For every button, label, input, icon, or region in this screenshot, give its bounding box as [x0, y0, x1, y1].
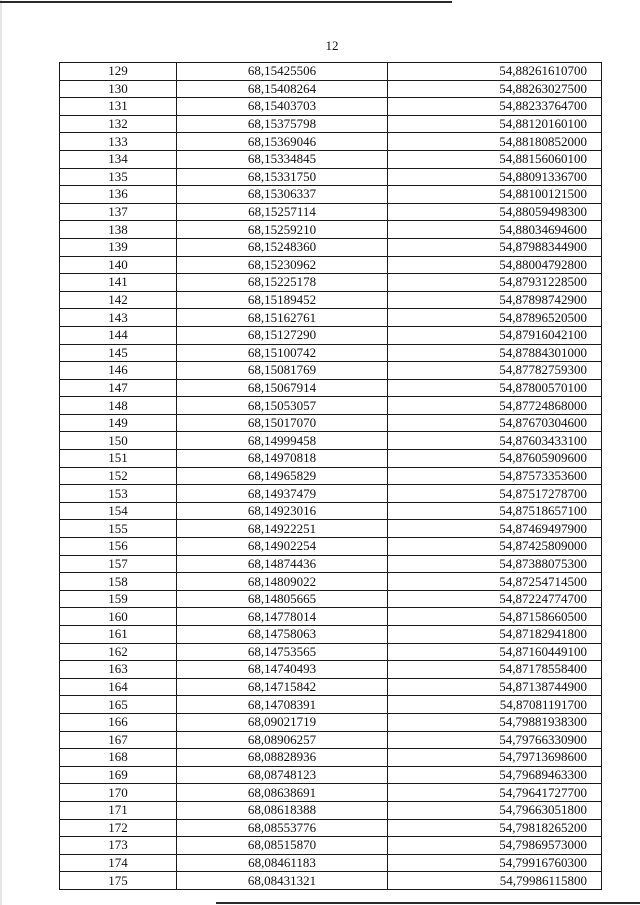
coordinate-x-cell: 68,15334845 — [177, 150, 388, 168]
table-row — [60, 590, 602, 608]
coordinate-y-cell: 54,79689463300 — [388, 766, 602, 784]
table-row — [60, 538, 602, 556]
coordinate-y-cell: 54,87254714500 — [388, 573, 602, 591]
coordinate-y-cell: 54,79881938300 — [388, 713, 602, 731]
coordinate-x-cell: 68,08828936 — [177, 749, 388, 767]
coordinate-x-cell: 68,15100742 — [177, 344, 388, 362]
coordinate-y-cell: 54,88059498300 — [388, 203, 602, 221]
point-number-cell: 171 — [60, 801, 177, 819]
coordinate-x-cell: 68,14708391 — [177, 696, 388, 714]
coordinate-x-cell: 68,15230962 — [177, 256, 388, 274]
table-row — [60, 485, 602, 503]
coordinate-y-cell: 54,79641727700 — [388, 784, 602, 802]
table-row — [60, 555, 602, 573]
coordinate-y-cell: 54,87916042100 — [388, 326, 602, 344]
point-number-cell: 146 — [60, 362, 177, 380]
point-number-cell: 137 — [60, 203, 177, 221]
table-row — [60, 326, 602, 344]
coordinate-y-cell: 54,87158660500 — [388, 608, 602, 626]
table-row — [60, 291, 602, 309]
coordinate-x-cell: 68,15408264 — [177, 80, 388, 98]
coordinate-x-cell: 68,14753565 — [177, 643, 388, 661]
coordinate-y-cell: 54,88034694600 — [388, 221, 602, 239]
table-row — [60, 379, 602, 397]
coordinates-table — [59, 62, 602, 890]
coordinate-x-cell: 68,14937479 — [177, 485, 388, 503]
table-row — [60, 678, 602, 696]
coordinate-x-cell: 68,14923016 — [177, 502, 388, 520]
table-row — [60, 467, 602, 485]
point-number-cell: 166 — [60, 713, 177, 731]
point-number-cell: 145 — [60, 344, 177, 362]
coordinate-y-cell: 54,87603433100 — [388, 432, 602, 450]
point-number-cell: 150 — [60, 432, 177, 450]
coordinate-x-cell: 68,15225178 — [177, 274, 388, 292]
coordinate-y-cell: 54,87898742900 — [388, 291, 602, 309]
table-row — [60, 238, 602, 256]
coordinate-y-cell: 54,87670304600 — [388, 414, 602, 432]
table-row — [60, 713, 602, 731]
point-number-cell: 138 — [60, 221, 177, 239]
table-row — [60, 98, 602, 116]
point-number-cell: 139 — [60, 238, 177, 256]
point-number-cell: 165 — [60, 696, 177, 714]
page-number: 12 — [325, 38, 339, 53]
coordinate-y-cell: 54,87517278700 — [388, 485, 602, 503]
coordinate-x-cell: 68,15162761 — [177, 309, 388, 327]
coordinate-y-cell: 54,88004792800 — [388, 256, 602, 274]
coordinate-y-cell: 54,87388075300 — [388, 555, 602, 573]
table-row — [60, 766, 602, 784]
point-number-cell: 163 — [60, 661, 177, 679]
coordinate-y-cell: 54,87469497900 — [388, 520, 602, 538]
point-number-cell: 154 — [60, 502, 177, 520]
point-number-cell: 159 — [60, 590, 177, 608]
table-row — [60, 643, 602, 661]
coordinate-y-cell: 54,87138744900 — [388, 678, 602, 696]
coordinate-x-cell: 68,14874436 — [177, 555, 388, 573]
coordinate-x-cell: 68,15259210 — [177, 221, 388, 239]
scan-line-top — [0, 1, 452, 3]
table-row — [60, 608, 602, 626]
coordinate-y-cell: 54,88263027500 — [388, 80, 602, 98]
coordinate-y-cell: 54,79986115800 — [388, 872, 602, 890]
scan-line-bottom — [216, 902, 640, 904]
table-row — [60, 414, 602, 432]
coordinate-y-cell: 54,87081191700 — [388, 696, 602, 714]
point-number-cell: 141 — [60, 274, 177, 292]
coordinate-x-cell: 68,15189452 — [177, 291, 388, 309]
coordinate-x-cell: 68,09021719 — [177, 713, 388, 731]
coordinate-y-cell: 54,79766330900 — [388, 731, 602, 749]
coordinate-x-cell: 68,08906257 — [177, 731, 388, 749]
coordinate-x-cell: 68,14999458 — [177, 432, 388, 450]
table-row — [60, 854, 602, 872]
point-number-cell: 129 — [60, 63, 177, 81]
table-row — [60, 80, 602, 98]
point-number-cell: 156 — [60, 538, 177, 556]
table-row — [60, 573, 602, 591]
coordinate-x-cell: 68,14970818 — [177, 450, 388, 468]
coordinate-y-cell: 54,88100121500 — [388, 186, 602, 204]
coordinate-x-cell: 68,14922251 — [177, 520, 388, 538]
point-number-cell: 175 — [60, 872, 177, 890]
coordinate-y-cell: 54,87724868000 — [388, 397, 602, 415]
table-row — [60, 256, 602, 274]
coordinate-x-cell: 68,15375798 — [177, 115, 388, 133]
coordinate-y-cell: 54,79663051800 — [388, 801, 602, 819]
coordinate-x-cell: 68,15127290 — [177, 326, 388, 344]
point-number-cell: 168 — [60, 749, 177, 767]
table-row — [60, 115, 602, 133]
coordinate-x-cell: 68,15017070 — [177, 414, 388, 432]
coordinate-x-cell: 68,15425506 — [177, 63, 388, 81]
coordinate-x-cell: 68,14758063 — [177, 626, 388, 644]
table-row — [60, 872, 602, 890]
point-number-cell: 149 — [60, 414, 177, 432]
scan-edge-left — [0, 0, 2, 905]
coordinate-y-cell: 54,88261610700 — [388, 63, 602, 81]
point-number-cell: 153 — [60, 485, 177, 503]
coordinate-y-cell: 54,87425809000 — [388, 538, 602, 556]
table-row — [60, 150, 602, 168]
coordinate-y-cell: 54,88156060100 — [388, 150, 602, 168]
coordinate-y-cell: 54,88120160100 — [388, 115, 602, 133]
table-row — [60, 520, 602, 538]
coordinate-x-cell: 68,14809022 — [177, 573, 388, 591]
point-number-cell: 162 — [60, 643, 177, 661]
table-row — [60, 309, 602, 327]
point-number-cell: 172 — [60, 819, 177, 837]
coordinate-x-cell: 68,14805665 — [177, 590, 388, 608]
table-row — [60, 186, 602, 204]
point-number-cell: 130 — [60, 80, 177, 98]
coordinate-y-cell: 54,88233764700 — [388, 98, 602, 116]
coordinate-x-cell: 68,14778014 — [177, 608, 388, 626]
coordinate-y-cell: 54,87884301000 — [388, 344, 602, 362]
point-number-cell: 170 — [60, 784, 177, 802]
table-row — [60, 837, 602, 855]
coordinate-y-cell: 54,79818265200 — [388, 819, 602, 837]
coordinate-y-cell: 54,88091336700 — [388, 168, 602, 186]
table-row — [60, 397, 602, 415]
point-number-cell: 134 — [60, 150, 177, 168]
point-number-cell: 148 — [60, 397, 177, 415]
coordinate-y-cell: 54,79713698600 — [388, 749, 602, 767]
coordinate-x-cell: 68,08638691 — [177, 784, 388, 802]
coordinate-x-cell: 68,15369046 — [177, 133, 388, 151]
table-row — [60, 502, 602, 520]
point-number-cell: 174 — [60, 854, 177, 872]
table-row — [60, 819, 602, 837]
coordinate-y-cell: 54,87518657100 — [388, 502, 602, 520]
coordinate-y-cell: 54,87931228500 — [388, 274, 602, 292]
coordinate-x-cell: 68,08461183 — [177, 854, 388, 872]
coordinate-y-cell: 54,87782759300 — [388, 362, 602, 380]
coordinate-y-cell: 54,87896520500 — [388, 309, 602, 327]
point-number-cell: 158 — [60, 573, 177, 591]
table-row — [60, 731, 602, 749]
point-number-cell: 140 — [60, 256, 177, 274]
point-number-cell: 151 — [60, 450, 177, 468]
coordinate-y-cell: 54,87605909600 — [388, 450, 602, 468]
coordinate-x-cell: 68,15403703 — [177, 98, 388, 116]
coordinate-y-cell: 54,87224774700 — [388, 590, 602, 608]
coordinate-x-cell: 68,08515870 — [177, 837, 388, 855]
table-row — [60, 749, 602, 767]
table-row — [60, 221, 602, 239]
point-number-cell: 142 — [60, 291, 177, 309]
point-number-cell: 155 — [60, 520, 177, 538]
point-number-cell: 160 — [60, 608, 177, 626]
table-row — [60, 344, 602, 362]
coordinate-x-cell: 68,15053057 — [177, 397, 388, 415]
coordinate-y-cell: 54,87160449100 — [388, 643, 602, 661]
table-row — [60, 801, 602, 819]
coordinate-x-cell: 68,15257114 — [177, 203, 388, 221]
coordinate-y-cell: 54,87800570100 — [388, 379, 602, 397]
coordinate-y-cell: 54,79916760300 — [388, 854, 602, 872]
point-number-cell: 133 — [60, 133, 177, 151]
table-row — [60, 450, 602, 468]
coordinate-y-cell: 54,87573353600 — [388, 467, 602, 485]
coordinate-x-cell: 68,15081769 — [177, 362, 388, 380]
point-number-cell: 144 — [60, 326, 177, 344]
table-row — [60, 362, 602, 380]
coordinate-x-cell: 68,14715842 — [177, 678, 388, 696]
table-row — [60, 696, 602, 714]
point-number-cell: 132 — [60, 115, 177, 133]
coordinate-x-cell: 68,08553776 — [177, 819, 388, 837]
table-row — [60, 133, 602, 151]
table-row — [60, 784, 602, 802]
point-number-cell: 169 — [60, 766, 177, 784]
point-number-cell: 152 — [60, 467, 177, 485]
coordinate-x-cell: 68,14902254 — [177, 538, 388, 556]
coordinate-x-cell: 68,08748123 — [177, 766, 388, 784]
coordinate-y-cell: 54,79869573000 — [388, 837, 602, 855]
coordinate-y-cell: 54,88180852000 — [388, 133, 602, 151]
coordinate-y-cell: 54,87182941800 — [388, 626, 602, 644]
point-number-cell: 161 — [60, 626, 177, 644]
table-row — [60, 626, 602, 644]
table-row — [60, 168, 602, 186]
coordinate-x-cell: 68,14965829 — [177, 467, 388, 485]
point-number-cell: 164 — [60, 678, 177, 696]
coordinate-x-cell: 68,15067914 — [177, 379, 388, 397]
point-number-cell: 131 — [60, 98, 177, 116]
point-number-cell: 157 — [60, 555, 177, 573]
table-row — [60, 432, 602, 450]
table-row — [60, 63, 602, 81]
coordinate-x-cell: 68,08618388 — [177, 801, 388, 819]
point-number-cell: 136 — [60, 186, 177, 204]
table-row — [60, 203, 602, 221]
coordinate-y-cell: 54,87988344900 — [388, 238, 602, 256]
point-number-cell: 167 — [60, 731, 177, 749]
coordinate-x-cell: 68,08431321 — [177, 872, 388, 890]
coordinate-x-cell: 68,15306337 — [177, 186, 388, 204]
coordinates-table-body — [60, 63, 602, 890]
coordinate-y-cell: 54,87178558400 — [388, 661, 602, 679]
point-number-cell: 147 — [60, 379, 177, 397]
coordinate-x-cell: 68,15248360 — [177, 238, 388, 256]
coordinate-x-cell: 68,15331750 — [177, 168, 388, 186]
table-row — [60, 274, 602, 292]
point-number-cell: 135 — [60, 168, 177, 186]
point-number-cell: 173 — [60, 837, 177, 855]
coordinate-x-cell: 68,14740493 — [177, 661, 388, 679]
table-row — [60, 661, 602, 679]
point-number-cell: 143 — [60, 309, 177, 327]
